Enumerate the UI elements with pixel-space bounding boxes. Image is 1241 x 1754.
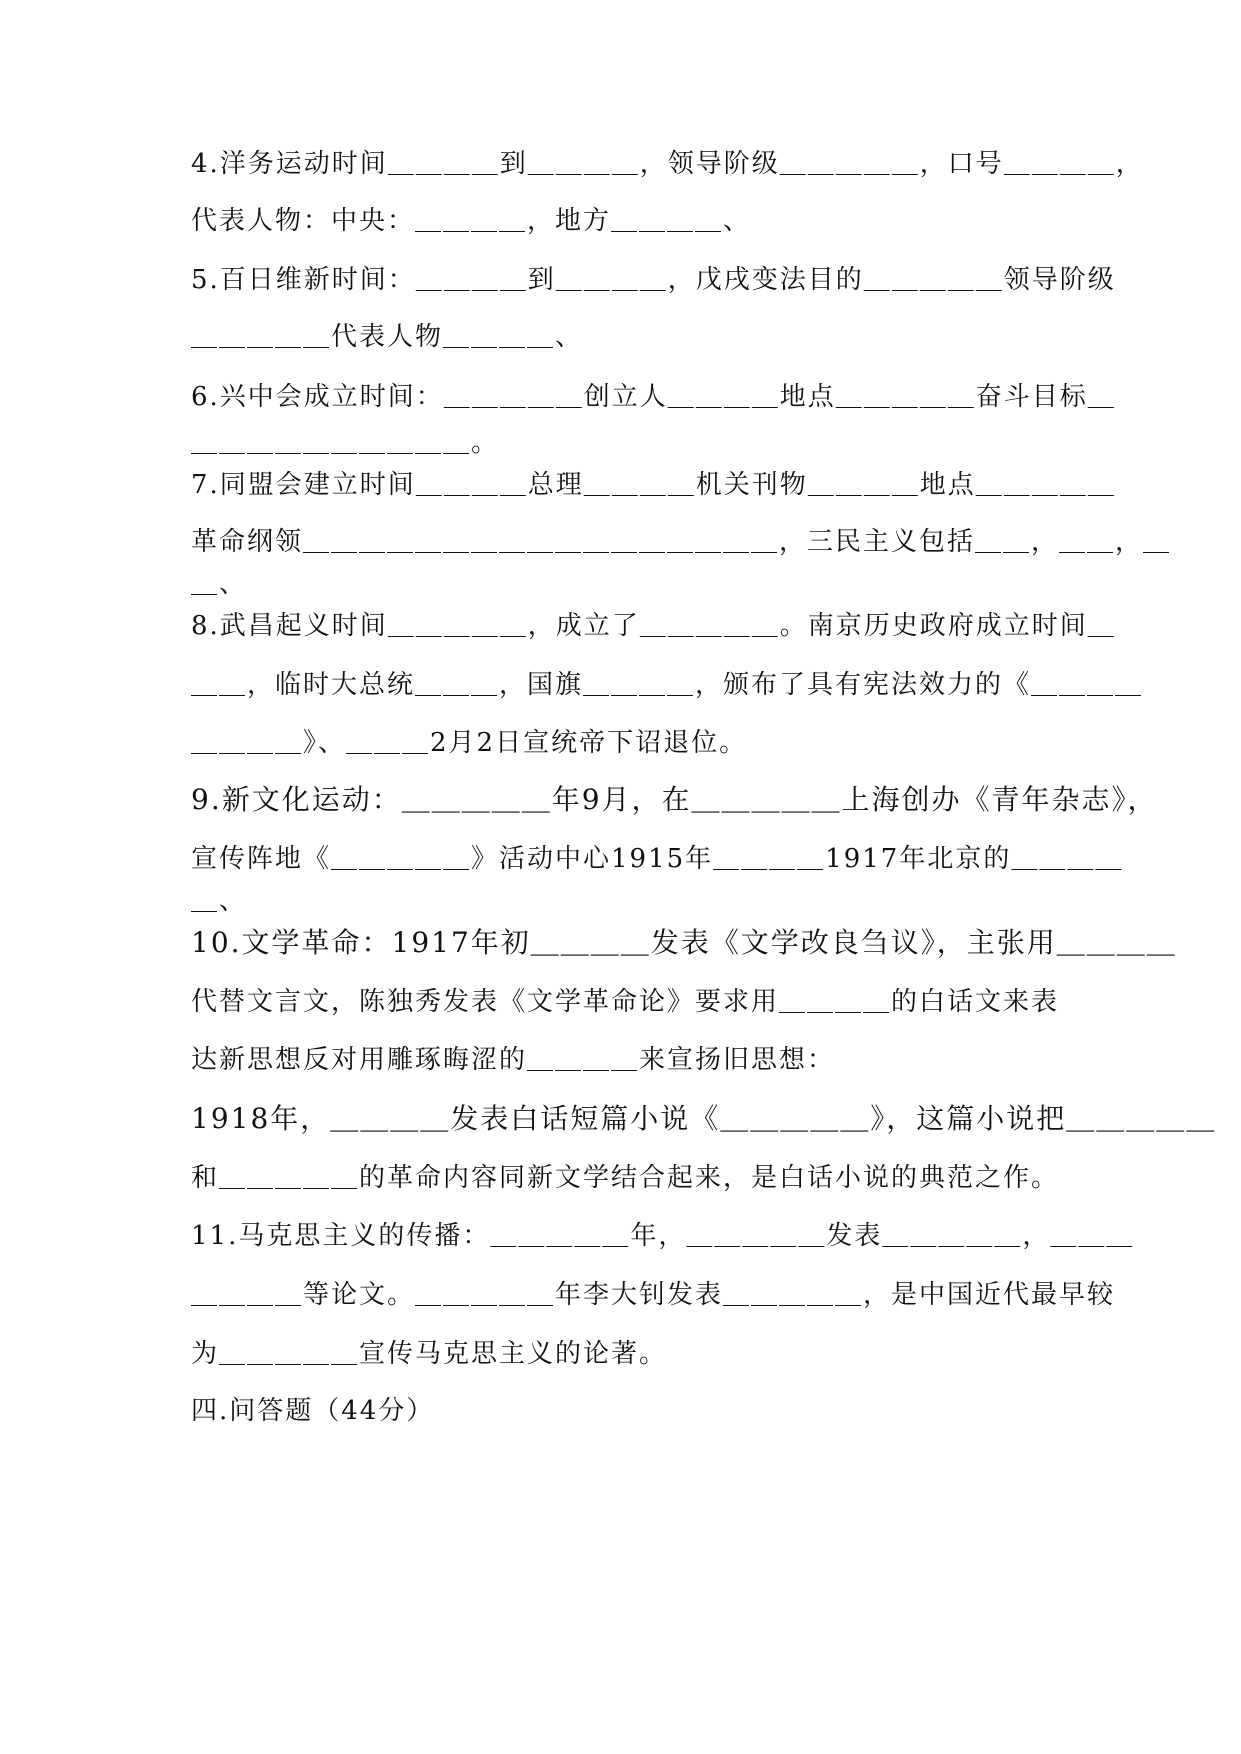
text-line-q7-1: 7.同盟会建立时间＿＿＿＿总理＿＿＿＿机关刊物＿＿＿＿地点＿＿＿＿＿ [191, 470, 1116, 500]
text-line-q10-2: 代替文言文，陈独秀发表《文学革命论》要求用＿＿＿＿的白话文来表 [191, 987, 1060, 1017]
text-line-q4-2: 代表人物：中央：＿＿＿＿，地方＿＿＿＿、 [191, 206, 752, 236]
text-line-q4-1: 4.洋务运动时间＿＿＿＿到＿＿＿＿，领导阶级＿＿＿＿＿，口号＿＿＿＿， [191, 149, 1144, 179]
text-line-q10-5: 和＿＿＿＿＿的革命内容同新文学结合起来，是白话小说的典范之作。 [191, 1163, 1060, 1193]
text-line-q11-1: 11.马克思主义的传播：＿＿＿＿＿年，＿＿＿＿＿发表＿＿＿＿＿，＿＿＿ [191, 1221, 1135, 1251]
text-line-q9-1: 9.新文化运动：＿＿＿＿＿年9月，在＿＿＿＿＿上海创办《青年杂志》， [191, 783, 1158, 816]
text-line-q7-3: ＿、 [191, 569, 248, 599]
section-heading-essay: 四.问答题（44分） [191, 1396, 435, 1426]
text-line-q11-3: 为＿＿＿＿＿宣传马克思主义的论著。 [191, 1339, 668, 1369]
text-line-q6-1: 6.兴中会成立时间：＿＿＿＿＿创立人＿＿＿＿地点＿＿＿＿＿奋斗目标＿ [191, 382, 1116, 412]
text-line-q10-4: 1918年，＿＿＿＿发表白话短篇小说《＿＿＿＿＿》，这篇小说把＿＿＿＿＿ [191, 1102, 1217, 1135]
text-line-q10-1: 10.文学革命：1917年初＿＿＿＿发表《文学改良刍议》，主张用＿＿＿＿ [191, 926, 1177, 959]
text-line-q5-2: ＿＿＿＿＿代表人物＿＿＿＿、 [191, 322, 584, 352]
text-line-q8-2: ＿＿，临时大总统＿＿＿，国旗＿＿＿＿，颁布了具有宪法效力的《＿＿＿＿ [191, 670, 1144, 700]
text-line-q8-3: ＿＿＿＿》、＿＿＿2月2日宣统帝下诏退位。 [191, 728, 748, 758]
text-line-q10-3: 达新思想反对用雕琢晦涩的＿＿＿＿来宣扬旧思想： [191, 1045, 836, 1075]
text-line-q7-2: 革命纲领＿＿＿＿＿＿＿＿＿＿＿＿＿＿＿＿＿，三民主义包括＿＿，＿＿，＿ [191, 527, 1172, 557]
text-line-q9-3: ＿、 [191, 886, 248, 916]
text-line-q6-2: ＿＿＿＿＿＿＿＿＿＿。 [191, 428, 500, 458]
text-line-q9-2: 宣传阵地《＿＿＿＿＿》活动中心1915年＿＿＿＿1917年北京的＿＿＿＿ [191, 844, 1124, 874]
text-line-q11-2: ＿＿＿＿等论文。＿＿＿＿＿年李大钊发表＿＿＿＿＿，是中国近代最早较 [191, 1280, 1116, 1310]
text-line-q5-1: 5.百日维新时间：＿＿＿＿到＿＿＿＿，戊戌变法目的＿＿＿＿＿领导阶级 [191, 265, 1116, 295]
text-line-q8-1: 8.武昌起义时间＿＿＿＿＿，成立了＿＿＿＿＿。南京历史政府成立时间＿ [191, 611, 1116, 641]
